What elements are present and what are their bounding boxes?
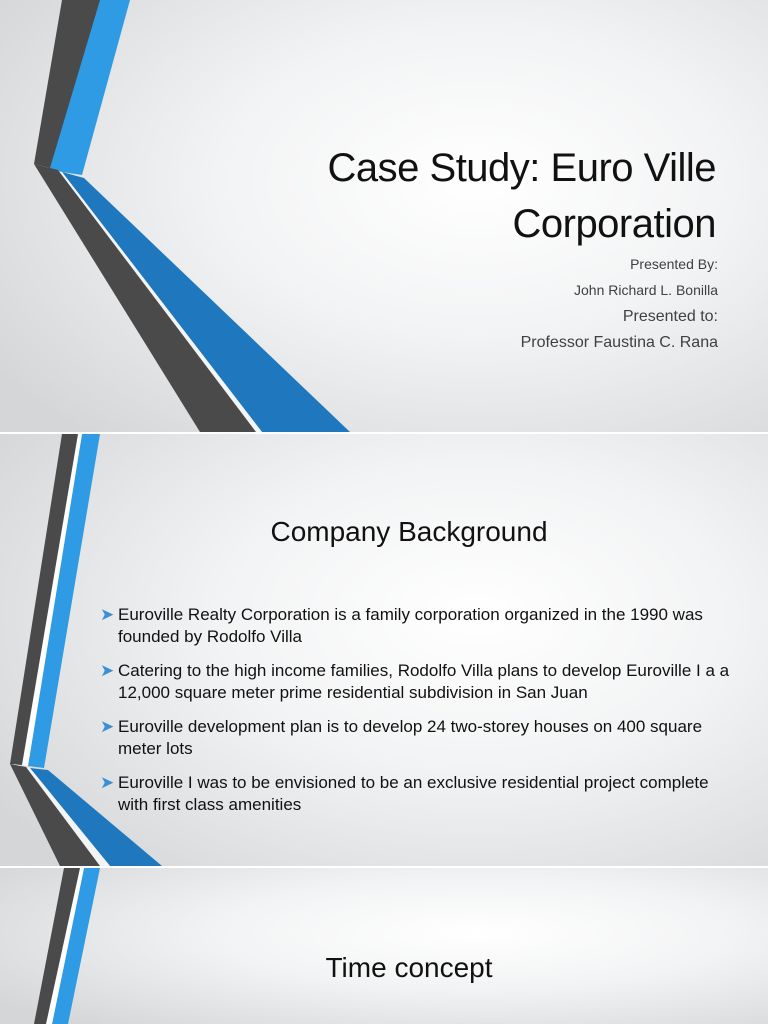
bullet-list (100, 604, 730, 828)
presenter-name: John Richard L. Bonilla (574, 282, 718, 298)
slide-title (0, 0, 768, 432)
list-item: ➤ Euroville I was to be envisioned to be an exclusive residential project complete with first class amenities (100, 773, 709, 814)
arrow-bullet-icon: ➤ (100, 717, 115, 736)
list-item: ➤ Euroville development plan is to develop 24 two-storey houses on 400 square meter lots (100, 717, 703, 758)
arrow-bullet-icon: ➤ (100, 661, 115, 680)
slide-heading: Company Background (270, 516, 548, 547)
decorative-stripes (0, 868, 768, 1024)
slide-company-background (0, 434, 768, 866)
presented-by-label: Presented By: (630, 256, 718, 272)
slide-heading: Time concept (325, 952, 493, 983)
presented-to-label: Presented to: (622, 308, 718, 325)
slide-time-concept (0, 868, 768, 1024)
recipient-name: Professor Faustina C. Rana (520, 334, 718, 351)
arrow-bullet-icon: ➤ (100, 605, 115, 624)
arrow-bullet-icon: ➤ (100, 773, 115, 792)
list-item: ➤ Euroville Realty Corporation is a family corporation organized in the 1990 was founded by Rodolfo Villa (100, 605, 703, 646)
list-item: ➤ Catering to the high income families, Rodolfo Villa plans to develop Euroville I a a 12,000 square meter prime residential subdivision in San Juan (100, 661, 730, 702)
presentation-title: Case Study: Euro Ville Corporation (327, 146, 716, 246)
